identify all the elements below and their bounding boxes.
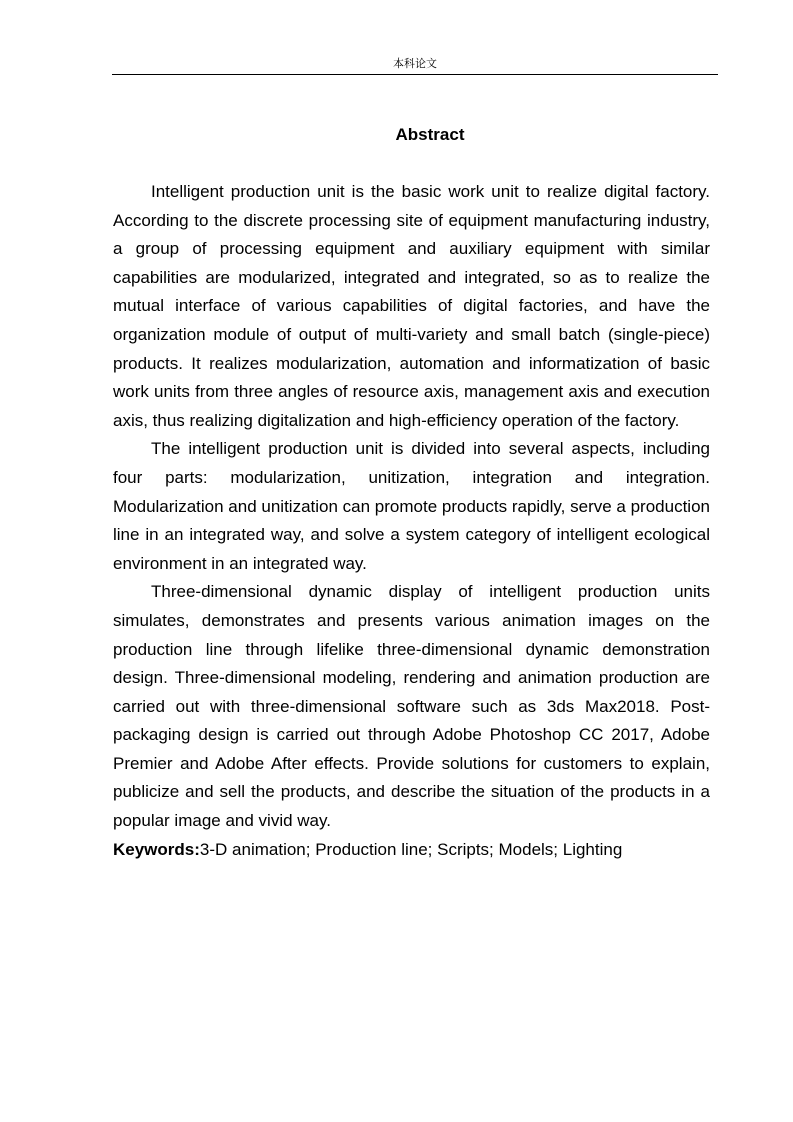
abstract-title: Abstract [395,125,465,144]
keywords-label: Keywords: [113,839,200,859]
abstract-paragraph-3: Three-dimensional dynamic display of intelligent production units simulates, demonstrates and presents various animation images on the production line through lifelike three-dimensional dynamic demonstration design. Three-dimensional modeling, rendering and animation production are carried out with three-dimensional software such as 3ds Max2018. Post-packaging design is carried out through Adobe Photoshop CC 2017, Adobe Premier and Adobe After effects. Provide solutions for customers to explain, publicize and sell the products, and describe the situation of the products in a popular image and vivid way. [113,582,710,831]
abstract-paragraph-2: The intelligent production unit is divided into several aspects, including four parts: modularization, unitization, integration and integration. Modularization and unitization can promote products rapidly, serve a production line in an integrated way, and solve a system category of intelligent ecological environment in an integrated way. [113,439,710,573]
running-head: 本科论文 [393,57,437,70]
abstract-paragraph-1: Intelligent production unit is the basic work unit to realize digital factory. According to the discrete processing site of equipment manufacturing industry, a group of processing equipment and auxiliary equipment with similar capabilities are modularized, integrated and integrated, so as to realize the mutual interface of various capabilities of digital factories, and have the organization module of output of multi-variety and small batch (single-piece) products. It realizes modularization, automation and informatization of basic work units from three angles of resource axis, management axis and execution axis, thus realizing digitalization and high-efficiency operation of the factory. [113,182,710,430]
header-rule [112,74,718,75]
keywords-line [113,836,710,865]
keywords-text: 3-D animation; Production line; Scripts; Models; Lighting [199,839,623,859]
abstract-body [113,178,710,864]
